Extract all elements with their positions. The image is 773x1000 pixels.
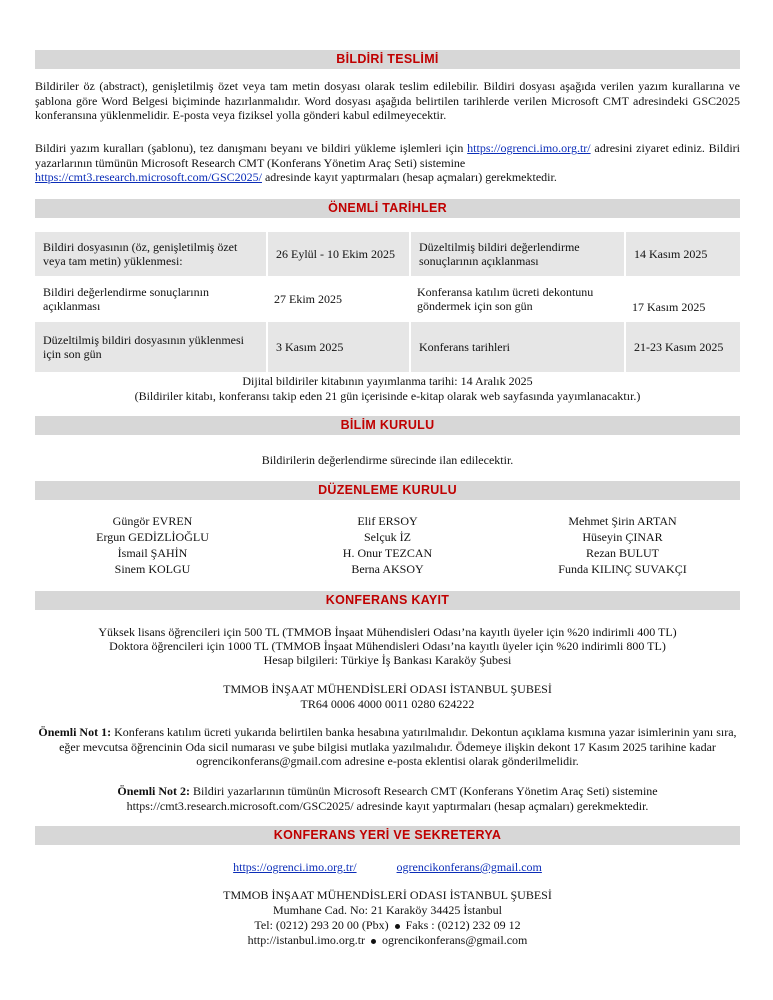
venue-org: TMMOB İNŞAAT MÜHENDİSLERİ ODASI İSTANBUL ŞUBESİ <box>223 888 552 902</box>
committee-member: Güngör EVREN <box>112 514 193 528</box>
date-value: 26 Eylül - 10 Ekim 2025 <box>266 232 409 276</box>
date-label: Konferansa katılım ücreti dekontunu göndermek için son gün <box>417 285 594 313</box>
committee-member: Mehmet Şirin ARTAN <box>568 514 677 528</box>
submission-text-before: Bildiri yazım kuralları (şablonu), tez danışmanı beyanı ve bildiri yükleme işlemleri için <box>35 141 468 155</box>
student-portal-link[interactable]: https://ogrenci.imo.org.tr/ <box>467 141 591 155</box>
date-value: 3 Kasım 2025 <box>266 322 409 372</box>
important-dates-table <box>35 232 740 372</box>
venue-address: Mumhane Cad. No: 21 Karaköy 34425 İstanbul <box>273 903 502 917</box>
date-value: 21-23 Kasım 2025 <box>624 322 740 372</box>
important-note-2 <box>35 784 740 813</box>
bank-info: Hesap bilgileri: Türkiye İş Bankası Karaköy Şubesi <box>263 653 512 667</box>
committee-member: Berna AKSOY <box>351 562 424 576</box>
note-2-label: Önemli Not 2: <box>117 784 191 798</box>
venue-email-link[interactable]: ogrencikonferans@gmail.com <box>396 860 542 874</box>
account-name: TMMOB İNŞAAT MÜHENDİSLERİ ODASI İSTANBUL ŞUBESİ <box>223 682 552 696</box>
date-label: Düzeltilmiş bildiri değerlendirme sonuçlarının açıklanması <box>409 232 624 276</box>
dates-row <box>35 232 740 276</box>
important-note-1 <box>35 725 740 769</box>
section-title-organizing: DÜZENLEME KURULU <box>35 481 740 500</box>
venue-contact <box>35 933 740 948</box>
phone-number: Tel: (0212) 293 20 00 (Pbx) <box>254 918 389 932</box>
committee-member: H. Onur TEZCAN <box>342 546 433 560</box>
section-title-dates: ÖNEMLİ TARİHLER <box>35 199 740 218</box>
section-title-venue: KONFERANS YERİ VE SEKRETERYA <box>35 826 740 845</box>
cmt-link[interactable]: https://cmt3.research.microsoft.com/GSC2025/ <box>35 170 262 184</box>
organizing-committee-list <box>35 513 740 577</box>
submission-paragraph-2 <box>35 141 740 185</box>
note-2-text: Bildiri yazarlarının tümünün Microsoft Research CMT (Konferans Yönetim Araç Seti) sistemine https://cmt3.research.microsoft.com/GSC2025/ adresinde kayıt yaptırmaları (hesap açmaları) gerekmektedir. <box>126 784 658 813</box>
ebook-note: (Bildiriler kitabı, konferansı takip eden 21 gün içerisinde e-kitap olarak web sayfasında yayımlanacaktır.) <box>134 389 641 403</box>
science-committee-text: Bildirilerin değerlendirme sürecinde ilan edilecektir. <box>261 453 514 467</box>
fax-number: Faks : (0212) 232 09 12 <box>405 918 521 932</box>
dates-row <box>35 276 740 322</box>
venue-website-link[interactable]: https://ogrenci.imo.org.tr/ <box>233 860 357 874</box>
date-value: 14 Kasım 2025 <box>624 232 740 276</box>
date-value: 17 Kasım 2025 <box>632 300 706 314</box>
fee-masters: Yüksek lisans öğrencileri için 500 TL (TMMOB İnşaat Mühendisleri Odası’na kayıtlı üyeler için %20 indirimli 400 TL) <box>98 625 677 639</box>
submission-paragraph-1: Bildiriler öz (abstract), genişletilmiş özet veya tam metin dosyası olarak teslim edilebilir. Bildiri dosyası aşağıda verilen yazım kurallarına ve şablona göre Word Belgesi biçiminde hazırlanmalıdır. Word dosyası aşağıda belirtilen tarihlerde verilen Microsoft CMT adresindeki GSC2025 konferansına yüklenmelidir. E-posta veya fiziksel yolla gönderi kabul edilmeyecektir. <box>35 79 740 122</box>
iban: TR64 0006 4000 0011 0280 624222 <box>300 697 475 711</box>
date-label: Konferans tarihleri <box>409 322 624 372</box>
date-label: Bildiri dosyasının (öz, genişletilmiş özet veya tam metin) yüklenmesi: <box>35 232 266 276</box>
committee-member: Rezan BULUT <box>586 546 659 560</box>
web-address: http://istanbul.imo.org.tr <box>247 933 366 947</box>
submission-text-after: adresini ziyaret ediniz. Bildiri yazarlarının tümünün Microsoft Research CMT (Konferans Yönetim Araç Seti) sistemine <box>35 141 740 170</box>
email-address: ogrencikonferans@gmail.com <box>382 933 528 947</box>
venue-links <box>35 860 740 875</box>
ebook-date: Dijital bildiriler kitabının yayımlanma tarihi: 14 Aralık 2025 <box>242 374 533 388</box>
dates-row <box>35 322 740 372</box>
committee-member: Funda KILINÇ SUVAKÇI <box>558 562 687 576</box>
note-1-label: Önemli Not 1: <box>38 725 112 739</box>
fee-phd: Doktora öğrencileri için 1000 TL (TMMOB İnşaat Mühendisleri Odası’na kayıtlı üyeler için %20 indirimli 800 TL) <box>109 639 666 653</box>
venue-phone <box>35 918 740 933</box>
submission-text-end: adresinde kayıt yaptırmaları (hesap açmaları) gerekmektedir. <box>261 170 557 184</box>
section-title-submission: BİLDİRİ TESLİMİ <box>35 50 740 69</box>
section-title-registration: KONFERANS KAYIT <box>35 591 740 610</box>
committee-member: Selçuk İZ <box>364 530 411 544</box>
date-label: Bildiri değerlendirme sonuçlarının açıklanması <box>43 285 209 313</box>
committee-member: Sinem KOLGU <box>114 562 191 576</box>
note-1-text: Konferans katılım ücreti yukarıda belirtilen banka hesabına yatırılmalıdır. Dekontun açıklama kısmına yazar isimlerinin yanı sıra, eğer mevcutsa öğrencinin Oda sicil numarası ve şube bilgisi mutlaka yazılmalıdır. Ödemeye ilişkin dekont 17 Kasım 2025 tarihine kadar ogrencikonferans@gmail.com adresine e-posta eklentisi olarak gönderilmelidir. <box>59 725 737 768</box>
date-label: Düzeltilmiş bildiri dosyasının yüklenmesi için son gün <box>35 322 266 372</box>
bullet-icon <box>395 924 400 929</box>
committee-member: İsmail ŞAHİN <box>117 546 188 560</box>
bullet-icon <box>371 939 376 944</box>
committee-member: Hüseyin ÇINAR <box>582 530 663 544</box>
committee-member: Ergun GEDİZLİOĞLU <box>96 530 209 544</box>
committee-member: Elif ERSOY <box>357 514 418 528</box>
section-title-science: BİLİM KURULU <box>35 416 740 435</box>
date-value: 27 Ekim 2025 <box>274 292 342 306</box>
